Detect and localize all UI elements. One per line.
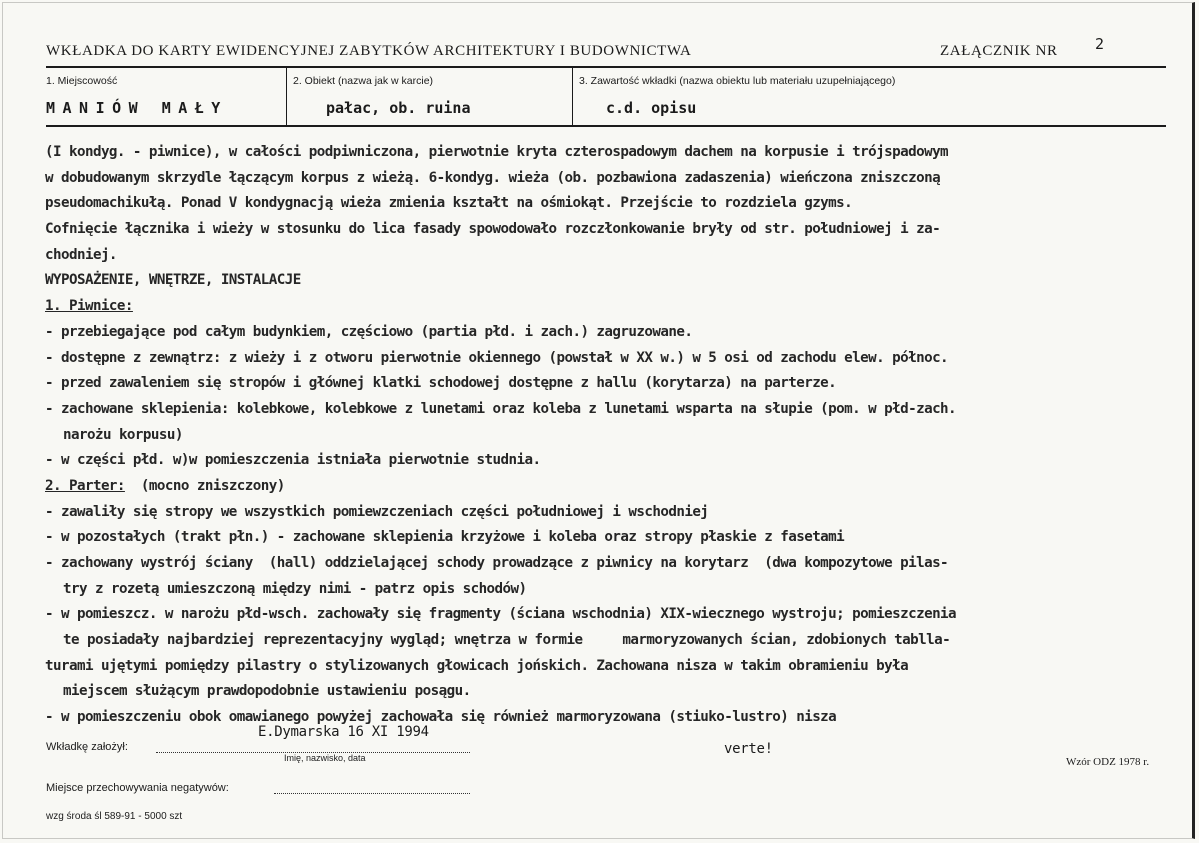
list-item: - przebiegające pod całym budynkiem, częściowo (partia płd. i zach.) zagruzowane. [45,323,693,340]
description-text [45,140,1185,731]
annex-label: ZAŁĄCZNIK NR [940,43,1058,59]
list-item: - zachowany wystrój ściany (hall) oddzielającej schody prowadzące z piwnicy na korytarz (dwa kompozytowe pilas- [45,555,949,571]
text-line: pseudomachikułą. Ponad V kondygnacją wieża zmienia kształt na ośmiokąt. Przejście to rozdziela gzyms. [45,195,853,212]
content-label: 3. Zawartość wkładki (nazwa obiektu lub materiału uzupełniającego) [579,75,896,87]
object-value: pałac, ob. ruina [326,99,471,117]
form-title: WKŁADKA DO KARTY EWIDENCYJNEJ ZABYTKÓW ARCHITEKTURY I BUDOWNICTWA [46,43,692,59]
text-line: w dobudowanym skrzydle łączącym korpus z wieżą. 6-kondyg. wieża (ob. pozbawiona zadaszenia) wieńczona zniszczoną [45,169,941,186]
list-item-continuation: te posiadały najbardziej reprezentacyjny wygląd; wnętrza w formie marmoryzowanych ścian, zdobionych tablla- [63,632,951,649]
section-heading-interior: WYPOSAŻENIE, WNĘTRZE, INSTALACJE [45,272,301,289]
locality-value: MANIÓW MAŁY [46,99,228,117]
list-item: - zachowane sklepienia: kolebkowe, kolebkowe z lunetami oraz koleba z lunetami wsparta na słupie (pom. w płd-zach. [45,400,957,417]
header-rule-bottom [46,125,1166,127]
list-item: - w pomieszczeniu obok omawianego powyżej zachowała się również marmoryzowana (stiuko-lustro) nisza [45,709,837,726]
list-item: - zawaliły się stropy we wszystkich pomiewzczeniach części południowej i wschodniej [45,503,709,520]
name-caption: Imię, nazwisko, data [284,753,366,763]
content-value: c.d. opisu [606,99,697,117]
field-divider-2 [572,68,573,126]
inserted-by-value: E.Dymarska 16 XI 1994 [258,724,429,740]
subsection-heading-basement: 1. Piwnice: [45,298,133,315]
list-item-continuation: narożu korpusu) [63,426,183,443]
annex-number: 2 [1095,35,1105,53]
turn-over-note: verte! [724,741,773,757]
negatives-label: Miejsce przechowywania negatywów: [46,782,229,794]
header-rule-top [46,66,1166,68]
list-item-continuation: try z rozetą umieszczoną między nimi - patrz opis schodów) [63,580,527,597]
form-model: Wzór ODZ 1978 r. [1066,756,1150,768]
field-divider-1 [286,68,287,126]
text-line: Cofnięcie łącznika i wieży w stosunku do lica fasady spowodowało rozczłonkowanie bryły od str. południowej i za- [45,221,941,238]
ground-floor-note: (mocno zniszczony) [140,477,285,494]
list-item: - w części płd. w)w pomieszczenia istniała pierwotnie studnia. [45,452,541,469]
list-item: - przed zawaleniem się stropów i głównej klatki schodowej dostępne z hallu (korytarza) na parterze. [45,375,837,392]
text-line: (I kondyg. - piwnice), w całości podpiwniczona, pierwotnie kryta czterospadowym dachem na korpusie i trójspadowym [45,144,949,160]
locality-label: 1. Miejscowość [46,75,118,87]
list-item: - w pozostałych (trakt płn.) - zachowane sklepienia krzyżowe i koleba oraz stropy płaskie z fasetami [45,529,845,546]
subsection-heading-ground-floor: 2. Parter: (mocno zniszczony) [45,477,285,494]
inserted-by-label: Wkładkę założył: [46,741,128,753]
text-line: chodniej. [45,246,117,263]
print-info: wzg środa śl 589-91 - 5000 szt [46,811,183,822]
object-label: 2. Obiekt (nazwa jak w karcie) [293,75,434,87]
list-item-continuation: turami ujętymi pomiędzy pilastry o stylizowanych głowicach jońskich. Zachowana nisza w takim obramieniu była [45,657,909,674]
negatives-line [274,792,470,794]
list-item-continuation: miejscem służącym prawdopodobnie ustawieniu posągu. [63,683,471,700]
list-item: - w pomieszcz. w narożu płd-wsch. zachowały się fragmenty (ściana wschodnia) XIX-wiecznego wystroju; pomieszczenia [45,606,957,623]
list-item: - dostępne z zewnątrz: z wieży i z otworu pierwotnie okiennego (powstał w XX w.) w 5 osi od zachodu elew. północ. [45,349,949,366]
